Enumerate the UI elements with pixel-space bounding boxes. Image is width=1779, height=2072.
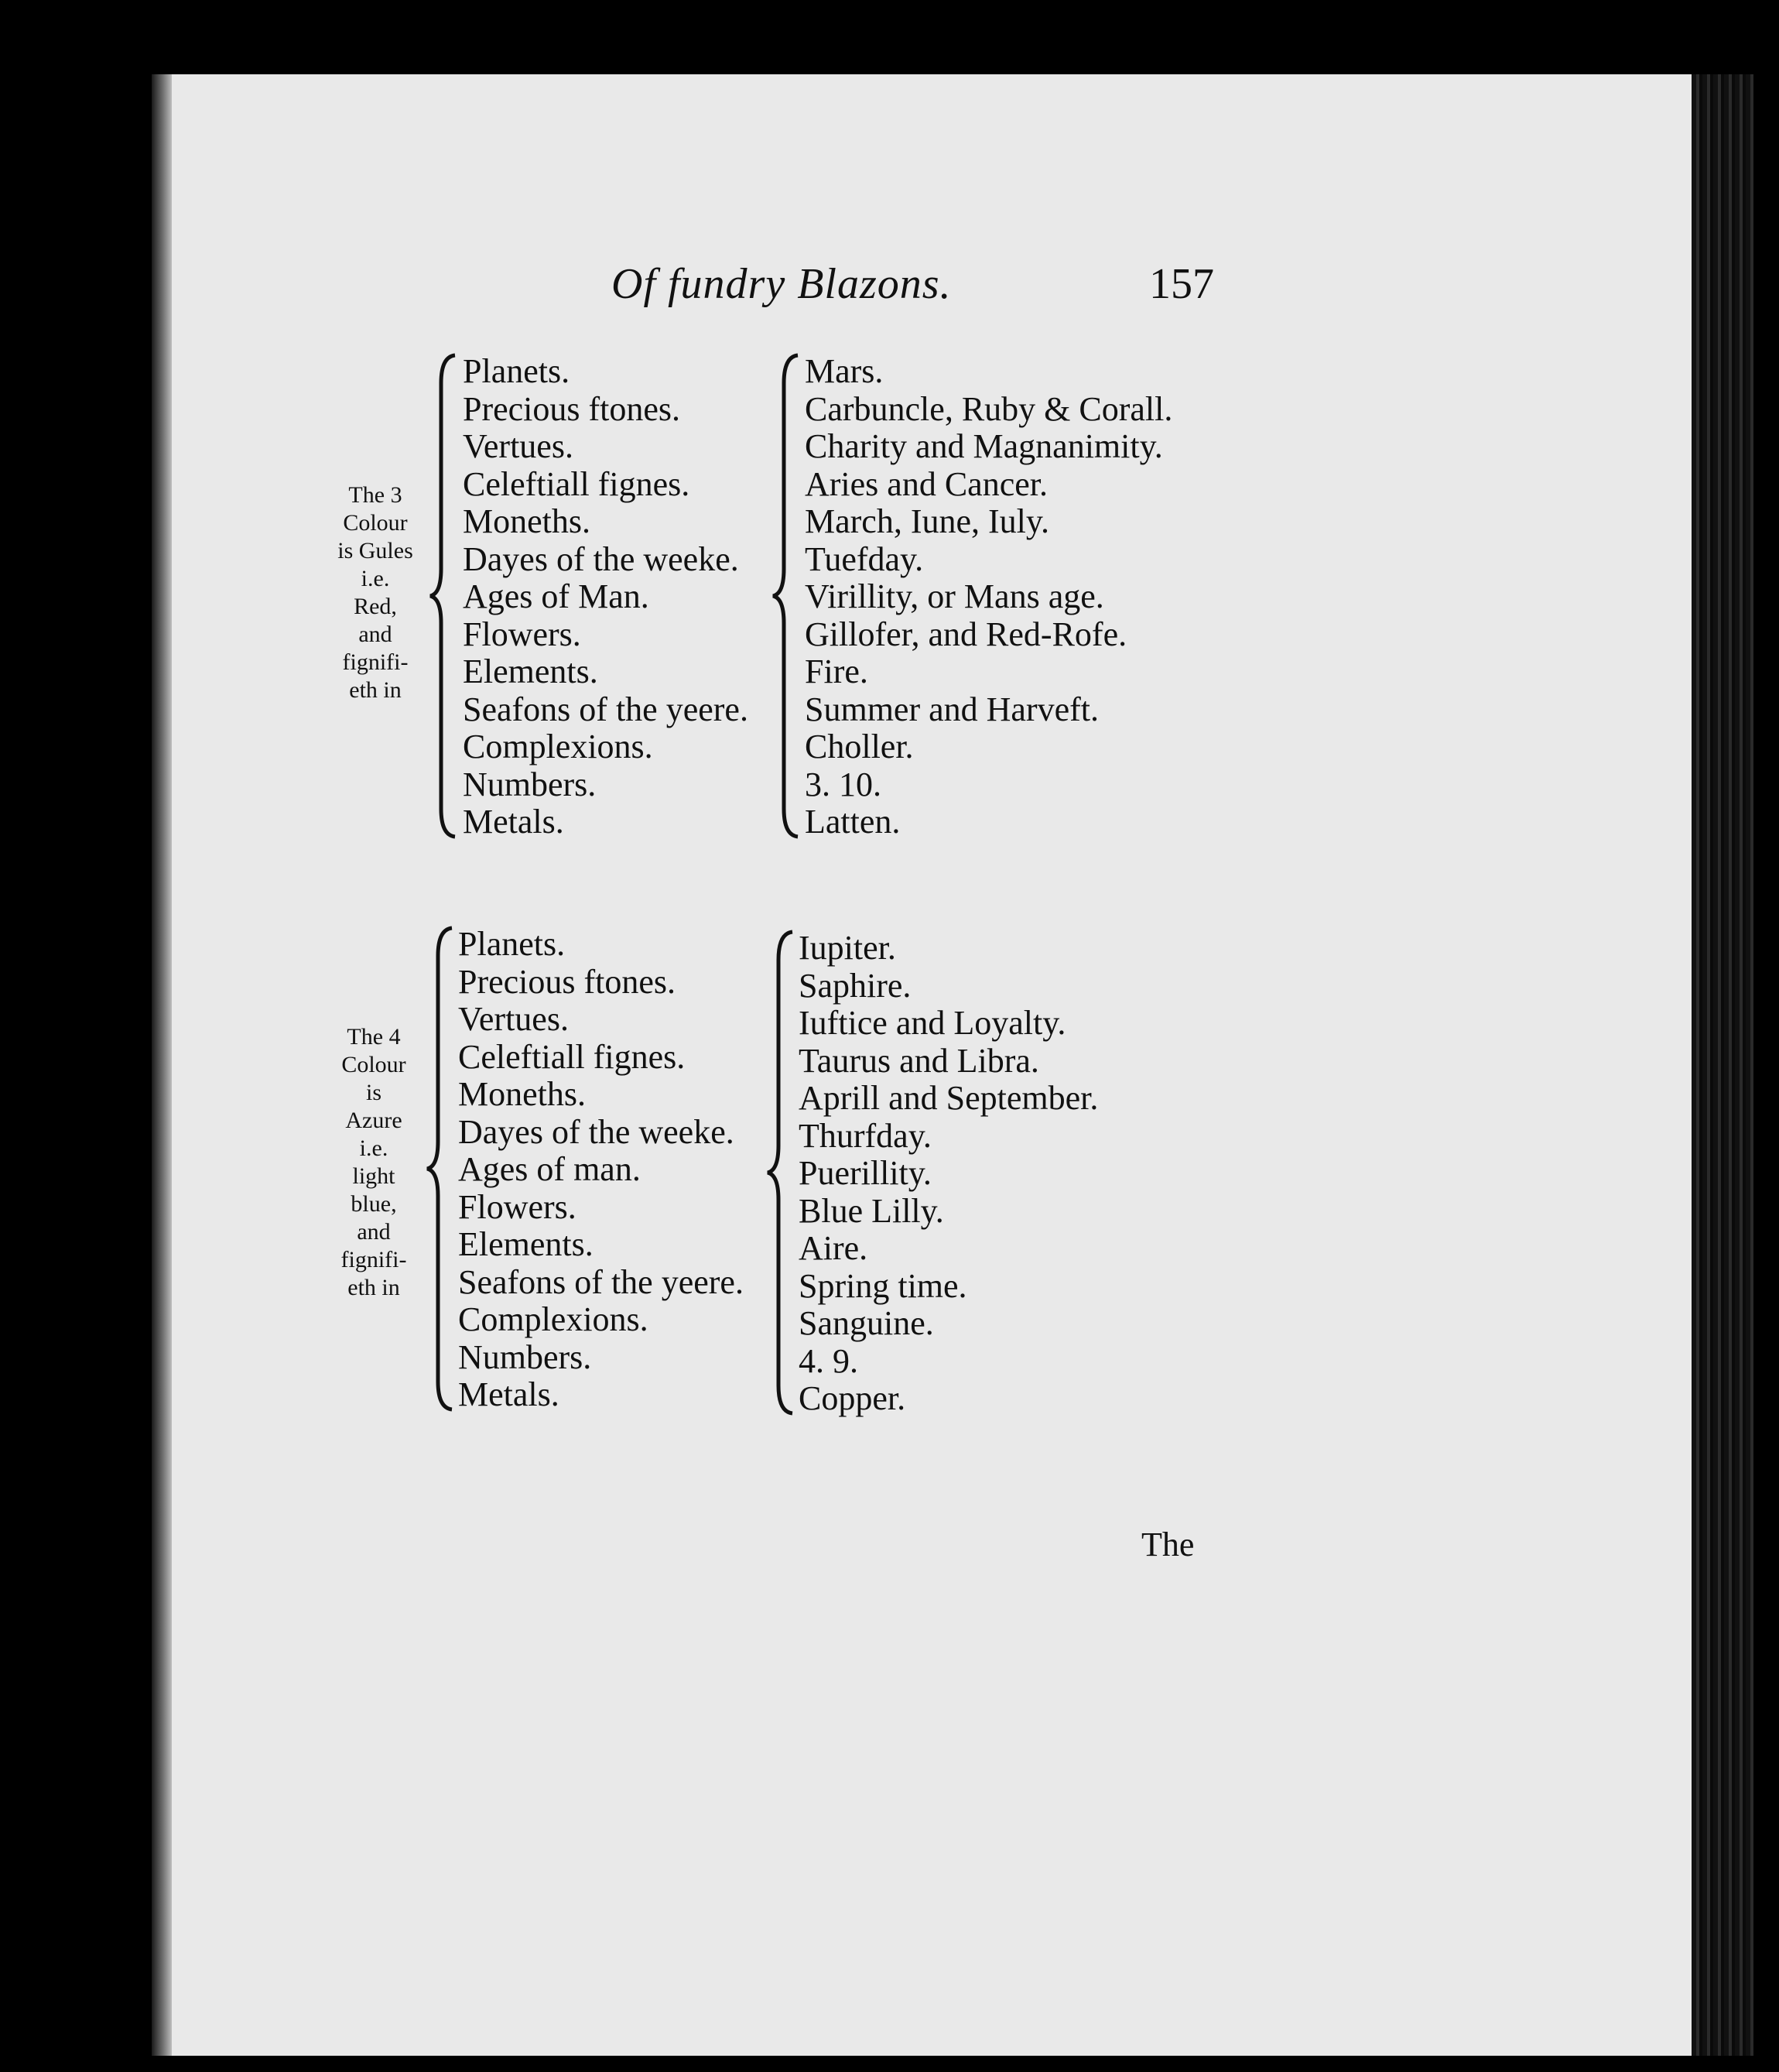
- value-item: Charity and Magnanimity.: [805, 427, 1163, 465]
- category-item: Elements.: [458, 1225, 594, 1263]
- value-item: Iuftice and Loyalty.: [799, 1004, 1066, 1042]
- category-item: Celeftiall fignes.: [463, 464, 690, 503]
- category-item: Metals.: [458, 1375, 559, 1413]
- category-item: Ages of man.: [458, 1150, 641, 1188]
- side-label-line: Colour: [341, 1052, 406, 1077]
- side-label-line: Red,: [354, 594, 397, 619]
- side-label-line: eth in: [349, 677, 402, 703]
- left-brace-1: [427, 352, 458, 840]
- category-item: Precious ftones.: [463, 389, 681, 428]
- category-item: Complexions.: [463, 728, 653, 765]
- category-item: Numbers.: [463, 765, 597, 803]
- value-item: Summer and Harveft.: [805, 690, 1099, 728]
- value-item: Puerillity.: [799, 1154, 932, 1192]
- side-label-line: and: [357, 1219, 391, 1245]
- values-list-1: [805, 353, 1172, 841]
- value-item: Taurus and Libra.: [799, 1041, 1039, 1080]
- value-item: Carbuncle, Ruby & Corall.: [805, 389, 1173, 428]
- value-item: Virillity, or Mans age.: [805, 577, 1104, 615]
- side-label-line: eth in: [347, 1275, 400, 1300]
- catchword: The: [1141, 1526, 1195, 1563]
- side-label-line: Colour: [343, 510, 408, 536]
- category-item: Moneths.: [463, 502, 590, 540]
- category-item: Planets.: [463, 352, 570, 390]
- category-item: Flowers.: [463, 615, 581, 653]
- value-item: Aries and Cancer.: [805, 464, 1048, 503]
- category-item: Planets.: [458, 925, 566, 963]
- value-item: Spring time.: [799, 1266, 967, 1305]
- value-item: Tuefday.: [805, 539, 924, 578]
- side-label-line: The 3: [348, 482, 402, 508]
- category-item: Complexions.: [458, 1300, 648, 1338]
- side-label-gules: [325, 481, 426, 704]
- page-gutter-shadow: [152, 74, 172, 2056]
- category-item: Dayes of the weeke.: [463, 539, 739, 578]
- category-item: Seafons of the yeere.: [463, 690, 748, 728]
- side-label-line: fignifi-: [342, 649, 409, 675]
- category-item: Numbers.: [458, 1337, 592, 1376]
- category-item: Elements.: [463, 652, 598, 690]
- value-item: Iupiter.: [799, 929, 896, 967]
- left-brace-2: [424, 925, 455, 1413]
- value-item: Gillofer, and Red-Rofe.: [805, 615, 1127, 653]
- category-item: Metals.: [463, 803, 564, 841]
- categories-list-1: [463, 353, 748, 841]
- side-label-line: is Gules: [337, 538, 413, 563]
- side-label-line: i.e.: [361, 566, 390, 591]
- category-item: Flowers.: [458, 1187, 576, 1226]
- side-label-line: light: [352, 1163, 395, 1189]
- category-item: Precious ftones.: [458, 962, 676, 1001]
- values-list-2: [799, 930, 1098, 1418]
- value-item: Fire.: [805, 652, 868, 690]
- page-edges: [1692, 74, 1753, 2056]
- value-item: Aire.: [799, 1229, 868, 1267]
- category-item: Seafons of the yeere.: [458, 1262, 744, 1301]
- value-item: 4. 9.: [799, 1341, 858, 1380]
- value-item: March, Iune, Iuly.: [805, 502, 1050, 540]
- value-item: Latten.: [805, 803, 901, 841]
- side-label-line: Azure: [345, 1108, 402, 1133]
- middle-brace-1: [770, 352, 801, 840]
- value-item: Saphire.: [799, 966, 912, 1005]
- category-item: Ages of Man.: [463, 577, 649, 615]
- running-head-title: Of fundry Blazons.: [611, 260, 952, 308]
- side-label-line: The 4: [347, 1024, 401, 1050]
- category-item: Dayes of the weeke.: [458, 1112, 734, 1151]
- category-item: Vertues.: [463, 427, 573, 465]
- categories-list-2: [458, 926, 744, 1414]
- value-item: Aprill and September.: [799, 1079, 1099, 1117]
- value-item: Thurfday.: [799, 1116, 932, 1155]
- middle-brace-2: [765, 929, 795, 1416]
- value-item: 3. 10.: [805, 765, 881, 803]
- side-label-line: fignifi-: [340, 1247, 407, 1272]
- category-item: Celeftiall fignes.: [458, 1037, 686, 1076]
- value-item: Blue Lilly.: [799, 1191, 944, 1230]
- category-item: Vertues.: [458, 1000, 569, 1038]
- side-label-line: i.e.: [359, 1135, 388, 1161]
- category-item: Moneths.: [458, 1075, 586, 1113]
- side-label-line: and: [358, 622, 392, 647]
- side-label-line: blue,: [351, 1191, 397, 1217]
- value-item: Copper.: [799, 1379, 906, 1417]
- value-item: Choller.: [805, 728, 914, 765]
- page-number: 157: [1149, 260, 1214, 308]
- side-label-line: is: [365, 1080, 381, 1105]
- side-label-azure: [323, 1023, 424, 1302]
- value-item: Sanguine.: [799, 1304, 934, 1342]
- value-item: Mars.: [805, 352, 884, 390]
